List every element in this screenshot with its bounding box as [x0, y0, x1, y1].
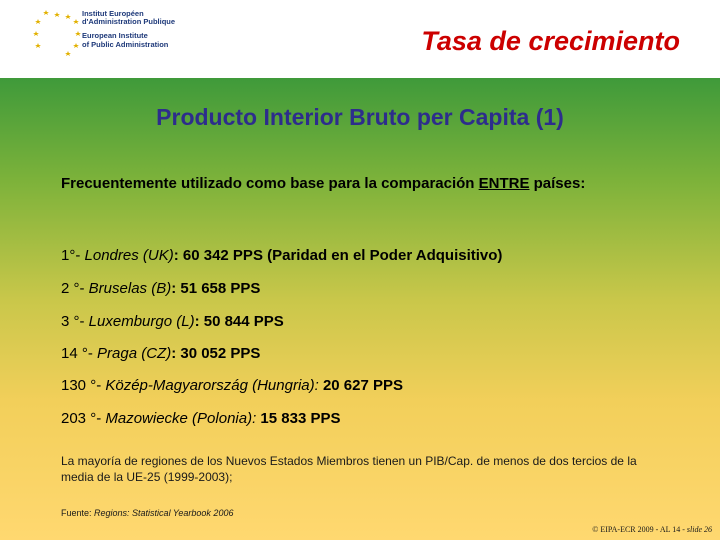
ranking-item [61, 313, 284, 331]
ranking-rank: 14 °- [61, 345, 98, 362]
ranking-item [61, 345, 260, 363]
eu-stars-icon [30, 10, 82, 68]
ranking-value: : 60 342 PPS (Paridad en el Poder Adquisitivo) [173, 247, 503, 264]
slide-title: Tasa de crecimiento [421, 26, 680, 56]
ranking-item [61, 280, 260, 298]
source-title: Regions: Statistical Yearbook 2006 [94, 508, 234, 518]
ranking-item [61, 247, 502, 265]
slide-footer [592, 525, 712, 534]
ranking-city: Luxemburgo (L) [88, 313, 195, 330]
ranking-value: 20 627 PPS [318, 377, 404, 394]
source-label: Fuente: [61, 508, 95, 518]
ranking-rank: 3 °- [61, 313, 89, 330]
logo-line: European Institute [82, 31, 148, 41]
ranking-city: Praga (CZ) [97, 345, 172, 362]
logo-line: Institut Européen [82, 9, 144, 18]
ranking-city: Londres (UK) [84, 247, 174, 264]
header [0, 0, 720, 78]
logo-line: d'Administration Publique [82, 17, 176, 27]
footnote: La mayoría de regiones de los Nuevos Estados Miembros tienen un PIB/Cap. de menos de dos tercios de la media de la UE-25 (1999-2003); [61, 454, 637, 484]
ranking-value: : 51 658 PPS [171, 280, 261, 297]
footer-credit: © EIPA-ECR 2009 - AL 14 - [592, 525, 687, 534]
ranking-rank: 1°- [61, 247, 85, 264]
ranking-rank: 2 °- [61, 280, 89, 297]
slide-number: slide 26 [686, 525, 712, 534]
ranking-rank: 203 °- [61, 410, 106, 427]
slide-subtitle: Producto Interior Bruto per Capita (1) [156, 104, 564, 130]
ranking-value: : 50 844 PPS [194, 313, 284, 330]
intro-text [61, 174, 661, 194]
logo-line: of Public Administration [82, 39, 169, 49]
ranking-city: Mazowiecke (Polonia): [105, 410, 257, 427]
intro-underlined: ENTRE [478, 175, 530, 192]
ranking-city: Közép-Magyarország (Hungria): [105, 377, 319, 394]
eipa-logo [30, 10, 180, 70]
logo-wordmark [82, 10, 175, 49]
source-citation [61, 508, 233, 518]
ranking-item [61, 377, 403, 395]
ranking-rank: 130 °- [61, 377, 106, 394]
ranking-value: 15 833 PPS [256, 410, 341, 427]
ranking-city: Bruselas (B) [88, 280, 172, 297]
ranking-item [61, 410, 341, 428]
ranking-value: : 30 052 PPS [171, 345, 261, 362]
intro-after: países: [529, 175, 586, 192]
intro-before: Frecuentemente utilizado como base para la comparación [61, 175, 479, 192]
